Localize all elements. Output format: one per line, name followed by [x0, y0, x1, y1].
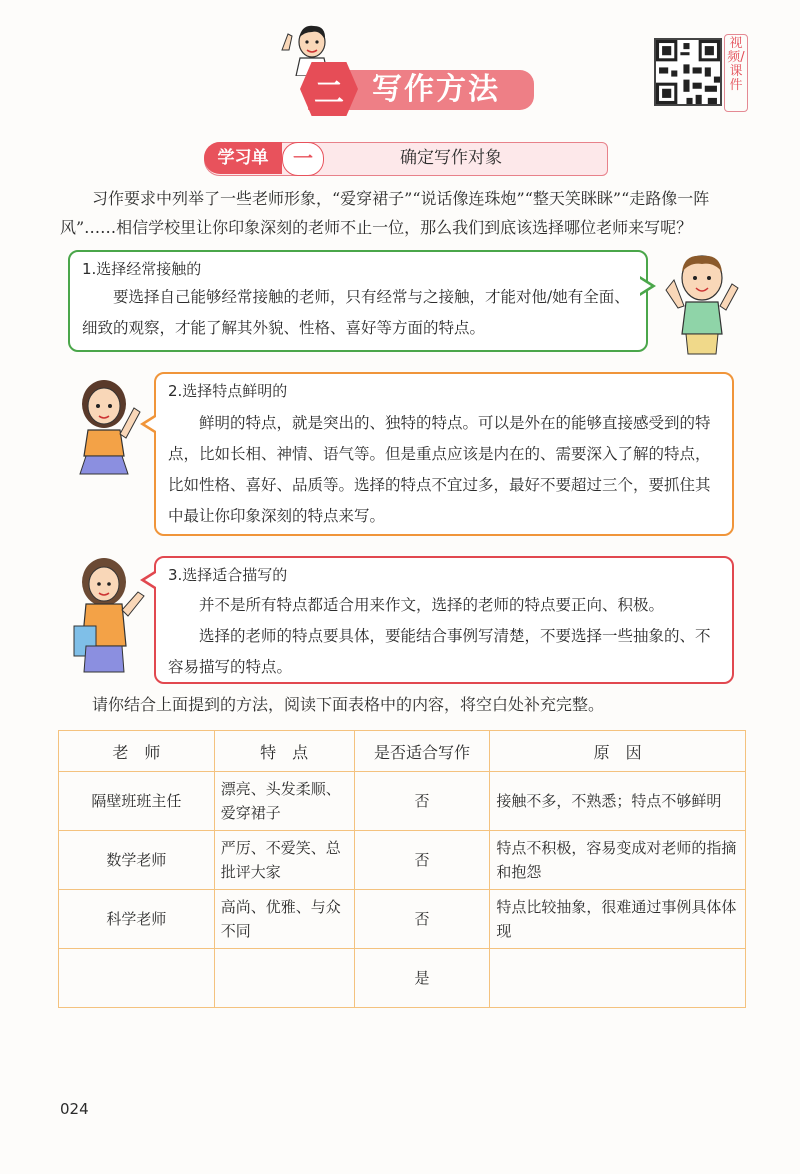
section-title: 写作方法	[372, 72, 500, 107]
speech-tail-inner	[145, 573, 156, 587]
page-number: 024	[60, 1100, 89, 1118]
tip-heading: 1.选择经常接触的	[82, 260, 202, 278]
blank-trait-cell[interactable]	[214, 949, 354, 1008]
tip-box-frequent-contact	[68, 250, 648, 352]
table-cell: 否	[354, 890, 490, 949]
tip-box-suitable-to-describe	[154, 556, 734, 684]
teacher-selection-table	[58, 730, 746, 1008]
blank-teacher-cell[interactable]	[59, 949, 215, 1008]
table-row	[59, 831, 746, 890]
section-number: 二	[314, 76, 344, 111]
table-header-row	[59, 731, 746, 772]
table-cell: 特点不积极，容易变成对老师的指摘和抱怨	[490, 831, 746, 890]
column-header: 原 因	[490, 731, 746, 772]
table-cell: 否	[354, 772, 490, 831]
table-cell: 特点比较抽象，很难通过事例具体体现	[490, 890, 746, 949]
table-row-blank	[59, 949, 746, 1008]
table-row	[59, 890, 746, 949]
qr-code-icon[interactable]	[654, 38, 722, 106]
blank-reason-cell[interactable]	[490, 949, 746, 1008]
tip-box-distinct-traits	[154, 372, 734, 536]
tip-body: 并不是所有特点都适合用来作文，选择的老师的特点要正向、积极。	[199, 596, 665, 614]
study-sheet-label: 学习单	[204, 142, 282, 174]
study-sheet-title: 确定写作对象	[400, 148, 502, 168]
table-cell: 科学老师	[59, 890, 215, 949]
tip-body: 要选择自己能够经常接触的老师，只有经常与之接触，才能对他/她有全面、细致的观察，才能了解其外貌、性格、喜好等方面的特点。	[82, 288, 630, 337]
tip-body: 鲜明的特点，就是突出的、独特的特点。可以是外在的能够直接感受到的特点，比如长相、神情、语气等。但是重点应该是内在的、需要深入了解的特点，比如性格、喜好、品质等。选择的特点不宜过多，最好不要超过三个，要抓住其中最让你印象深刻的特点来写。	[168, 414, 711, 525]
intro-paragraph: 习作要求中列举了一些老师形象，“爱穿裙子”“说话像连珠炮”“整天笑眯眯”“走路像一阵风”……相信学校里让你印象深刻的老师不止一位，那么我们到底该选择哪位老师来写呢？	[60, 189, 710, 237]
study-sheet-number: 一	[282, 142, 324, 176]
tip-heading: 2.选择特点鲜明的	[168, 382, 288, 400]
column-header: 特 点	[214, 731, 354, 772]
table-cell: 接触不多，不熟悉；特点不够鲜明	[490, 772, 746, 831]
tip-body: 选择的老师的特点要具体，要能结合事例写清楚，不要选择一些抽象的、不容易描写的特点。	[168, 627, 711, 676]
teacher-with-book-icon	[66, 556, 148, 674]
qr-video-courseware-tag[interactable]: 视频/课件	[724, 34, 748, 112]
exercise-instruction: 请你结合上面提到的方法，阅读下面表格中的内容，将空白处补充完整。	[92, 695, 605, 714]
table-cell: 严厉、不爱笑、总批评大家	[214, 831, 354, 890]
table-cell: 数学老师	[59, 831, 215, 890]
boy-cartoon-icon	[662, 250, 742, 360]
table-cell: 隔壁班班主任	[59, 772, 215, 831]
table-cell: 是	[354, 949, 490, 1008]
speech-tail-inner	[640, 279, 651, 293]
column-header: 老 师	[59, 731, 215, 772]
table-cell: 漂亮、头发柔顺、爱穿裙子	[214, 772, 354, 831]
table-cell: 高尚、优雅、与众不同	[214, 890, 354, 949]
table-row	[59, 772, 746, 831]
girl-cartoon-icon	[70, 376, 144, 476]
tip-heading: 3.选择适合描写的	[168, 566, 288, 584]
column-header: 是否适合写作	[354, 731, 490, 772]
speech-tail-inner	[145, 417, 156, 431]
table-cell: 否	[354, 831, 490, 890]
